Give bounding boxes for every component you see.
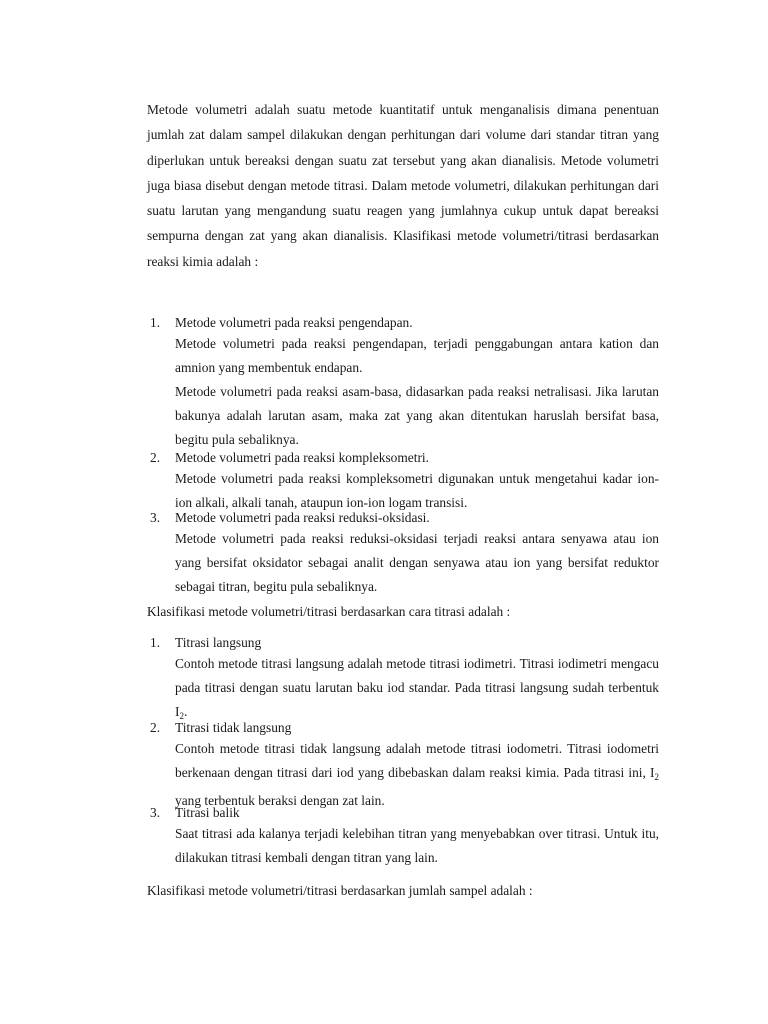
list-item-body: Contoh metode titrasi tidak langsung adalah metode titrasi iodometri. Titrasi iodometri berkenaan dengan titrasi dari iod yang dibebaskan dalam reaksi kimia. Pada titrasi ini, $I_2$ yang terbentuk beraksi dengan zat lain. bbox=[175, 741, 659, 808]
list-item-number: 1. bbox=[150, 315, 161, 330]
list-item-title: Titrasi balik bbox=[175, 805, 240, 820]
list-item-number: 3. bbox=[150, 510, 161, 525]
sample-amount-heading: Klasifikasi metode volumetri/titrasi berdasarkan jumlah sampel adalah : bbox=[147, 883, 533, 898]
list-item-body: Metode volumetri pada reaksi kompleksometri digunakan untuk mengetahui kadar ion-ion alkali, alkali tanah, ataupun ion-ion logam transisi. bbox=[175, 471, 659, 510]
list-item-number: 1. bbox=[150, 635, 161, 650]
list-item-body: Saat titrasi ada kalanya terjadi kelebihan titran yang menyebabkan over titrasi. Untuk itu, dilakukan titrasi kembali dengan titran yang lain. bbox=[175, 826, 659, 865]
list-item-number: 2. bbox=[150, 720, 161, 735]
list-item-body: Contoh metode titrasi langsung adalah metode titrasi iodimetri. Titrasi iodimetri mengacu pada titrasi dengan suatu larutan baku iod standar. Pada titrasi langsung sudah terbentuk $I_2$. bbox=[175, 656, 659, 721]
list-item-title: Metode volumetri pada reaksi pengendapan. bbox=[175, 315, 413, 330]
list-item bbox=[147, 719, 659, 808]
list-item-title: Metode volumetri pada reaksi reduksi-oksidasi. bbox=[175, 510, 430, 525]
list-item-number: 2. bbox=[150, 450, 161, 465]
intro-paragraph: Metode volumetri adalah suatu metode kuantitatif untuk menganalisis dimana penentuan jumlah zat dalam sampel dilakukan dengan perhitungan dari volume dari standar titran yang diperlukan untuk bereaksi dengan suatu zat tersebut yang akan dianalisis. Metode volumetri juga biasa disebut dengan metode titrasi. Dalam metode volumetri, dilakukan perhitungan dari suatu larutan yang mengandung suatu reagen yang jumlahnya cukup untuk dapat bereaksi sempurna dengan zat yang akan dianalisis. Klasifikasi metode volumetri/titrasi berdasarkan reaksi kimia adalah : bbox=[147, 102, 659, 269]
list-item-body: Metode volumetri pada reaksi pengendapan, terjadi penggabungan antara kation dan amnion yang membentuk endapan. bbox=[175, 336, 659, 375]
list-item-title: Metode volumetri pada reaksi kompleksometri. bbox=[175, 450, 429, 465]
list-item-title: Titrasi langsung bbox=[175, 635, 262, 650]
list-item bbox=[147, 804, 659, 870]
list-item-body: Metode volumetri pada reaksi reduksi-oksidasi terjadi reaksi antara senyawa atau ion yang bersifat oksidator sebagai analit dengan senyawa atau ion yang bersifat reduktor sebagai titran, begitu pula sebaliknya. bbox=[175, 531, 659, 594]
reaction-classification-list bbox=[147, 314, 659, 599]
titration-method-list bbox=[147, 634, 659, 870]
list-item bbox=[147, 509, 659, 599]
list-item-number: 3. bbox=[150, 805, 161, 820]
list-item bbox=[147, 314, 659, 449]
list-item-body: Metode volumetri pada reaksi asam-basa, didasarkan pada reaksi netralisasi. Jika larutan bakunya adalah larutan asam, maka zat yang akan ditentukan haruslah bersifat basa, begitu pula sebaliknya. bbox=[175, 384, 659, 447]
list-item bbox=[147, 449, 659, 509]
list-item-title: Titrasi tidak langsung bbox=[175, 720, 292, 735]
titration-method-heading: Klasifikasi metode volumetri/titrasi berdasarkan cara titrasi adalah : bbox=[147, 604, 511, 619]
list-item bbox=[147, 634, 659, 719]
